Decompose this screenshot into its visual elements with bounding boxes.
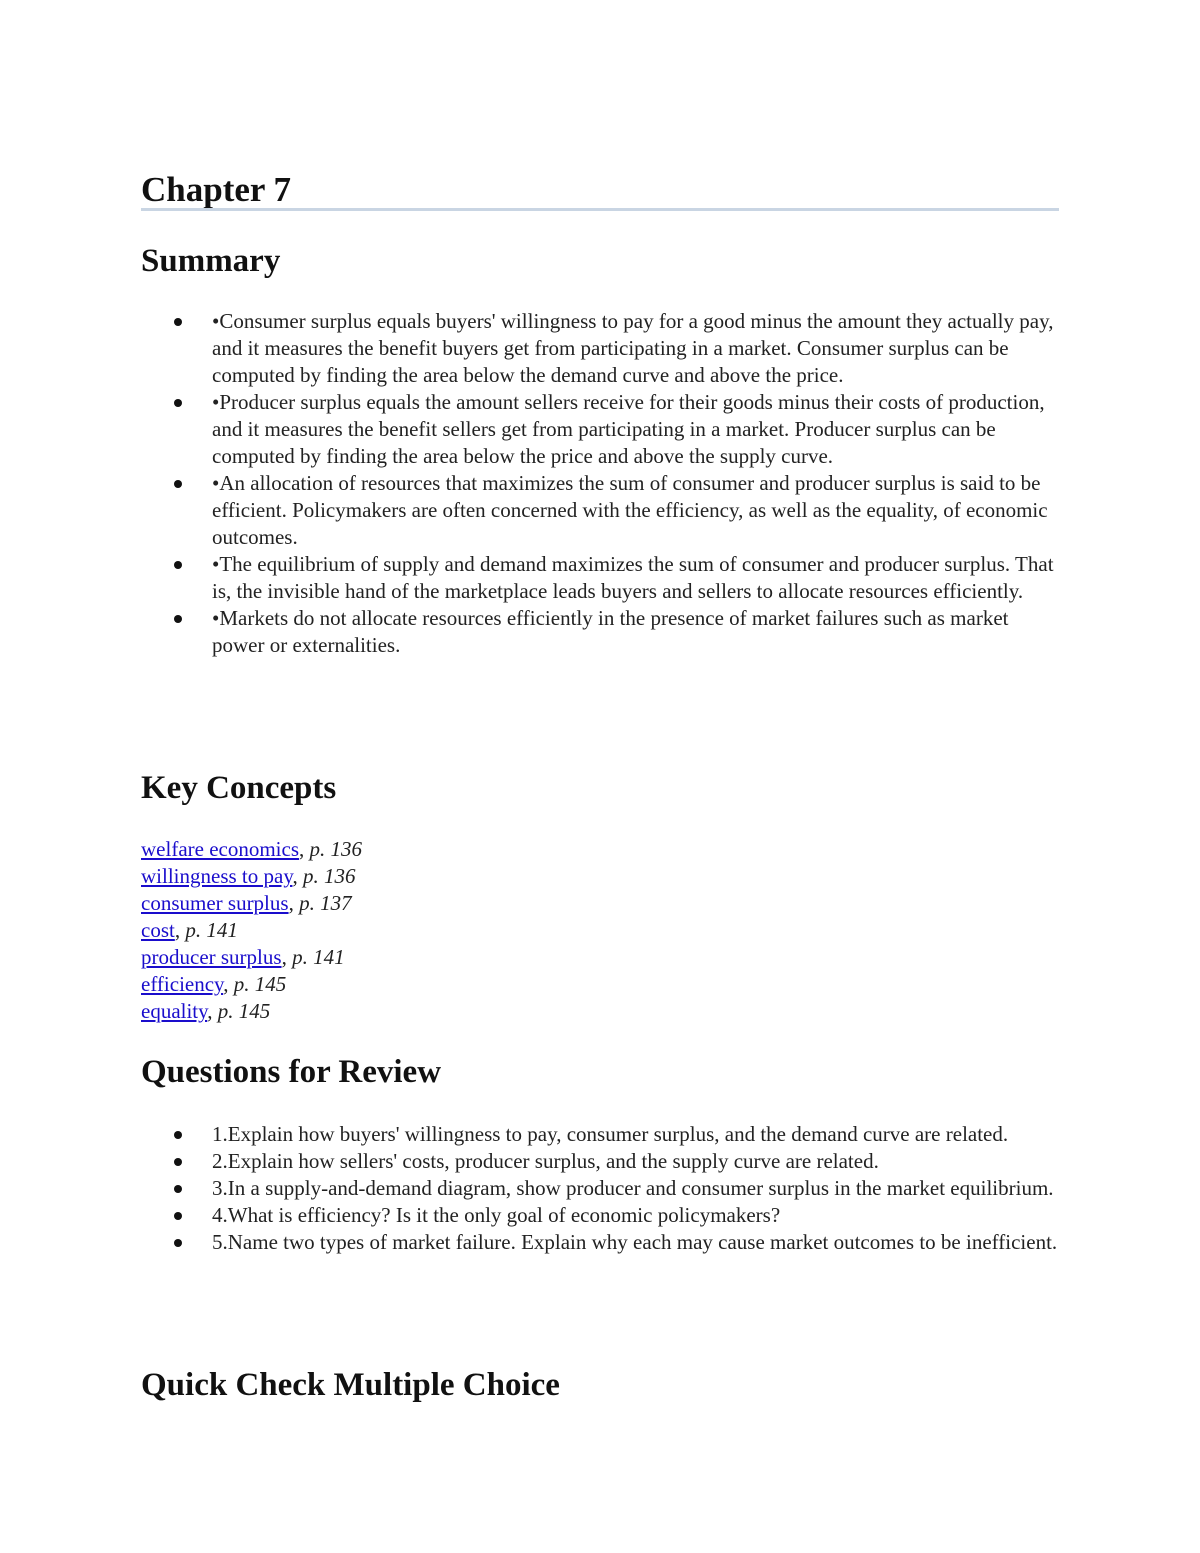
- review-question: 2.Explain how sellers' costs, producer surplus, and the supply curve are related.: [141, 1148, 1059, 1175]
- key-concept-item: equality, p. 145: [141, 999, 271, 1023]
- key-concept-page: p. 141: [185, 918, 238, 942]
- summary-heading: Summary: [141, 243, 281, 279]
- key-concepts-list: [141, 836, 1059, 1025]
- key-concept-item: willingness to pay, p. 136: [141, 864, 356, 888]
- key-concept-page: p. 136: [309, 837, 363, 861]
- key-concept-link-efficiency[interactable]: efficiency: [141, 972, 224, 996]
- questions-for-review-heading: Questions for Review: [141, 1054, 442, 1090]
- review-question: 5.Name two types of market failure. Explain why each may cause market outcomes to be inefficient.: [141, 1229, 1059, 1256]
- key-concept-page: p. 145: [217, 999, 271, 1023]
- chapter-title: Chapter 7: [141, 170, 292, 209]
- chapter-title-underline: [141, 208, 1059, 211]
- key-concept-item: efficiency, p. 145: [141, 972, 287, 996]
- review-question: 4.What is efficiency? Is it the only goal of economic policymakers?: [141, 1202, 1059, 1229]
- key-concept-item: producer surplus, p. 141: [141, 945, 345, 969]
- summary-item: •Markets do not allocate resources efficiently in the presence of market failures such as market power or externalities.: [141, 605, 1059, 659]
- summary-item: •The equilibrium of supply and demand maximizes the sum of consumer and producer surplus. That is, the invisible hand of the marketplace leads buyers and sellers to allocate resources efficiently.: [141, 551, 1059, 605]
- review-question-list: [141, 1121, 1059, 1256]
- summary-item: •Consumer surplus equals buyers' willingness to pay for a good minus the amount they actually pay, and it measures the benefit buyers get from participating in a market. Consumer surplus can be computed by finding the area below the demand curve and above the price.: [141, 308, 1059, 389]
- key-concept-link-cost[interactable]: cost: [141, 918, 175, 942]
- key-concept-link-producer-surplus[interactable]: producer surplus: [141, 945, 282, 969]
- summary-item: •An allocation of resources that maximizes the sum of consumer and producer surplus is said to be efficient. Policymakers are often concerned with the efficiency, as well as the equality, of economic outcomes.: [141, 470, 1059, 551]
- key-concept-item: welfare economics, p. 136: [141, 837, 363, 861]
- key-concepts-heading: Key Concepts: [141, 770, 337, 806]
- key-concept-item: cost, p. 141: [141, 918, 238, 942]
- review-question: 1.Explain how buyers' willingness to pay, consumer surplus, and the demand curve are related.: [141, 1121, 1059, 1148]
- summary-item: •Producer surplus equals the amount sellers receive for their goods minus their costs of production, and it measures the benefit sellers get from participating in a market. Producer surplus can be computed by finding the area below the price and above the supply curve.: [141, 389, 1059, 470]
- key-concept-link-equality[interactable]: equality: [141, 999, 208, 1023]
- key-concept-link-consumer-surplus[interactable]: consumer surplus: [141, 891, 289, 915]
- key-concept-page: p. 145: [233, 972, 287, 996]
- key-concept-page: p. 136: [302, 864, 356, 888]
- review-question: 3.In a supply-and-demand diagram, show producer and consumer surplus in the market equilibrium.: [141, 1175, 1059, 1202]
- key-concept-link-welfare-economics[interactable]: welfare economics: [141, 837, 300, 861]
- summary-list: [141, 308, 1059, 659]
- key-concept-link-willingness-to-pay[interactable]: willingness to pay: [141, 864, 293, 888]
- quick-check-heading: Quick Check Multiple Choice: [141, 1367, 560, 1403]
- key-concept-page: p. 137: [299, 891, 352, 915]
- key-concept-page: p. 141: [292, 945, 345, 969]
- key-concept-item: consumer surplus, p. 137: [141, 891, 352, 915]
